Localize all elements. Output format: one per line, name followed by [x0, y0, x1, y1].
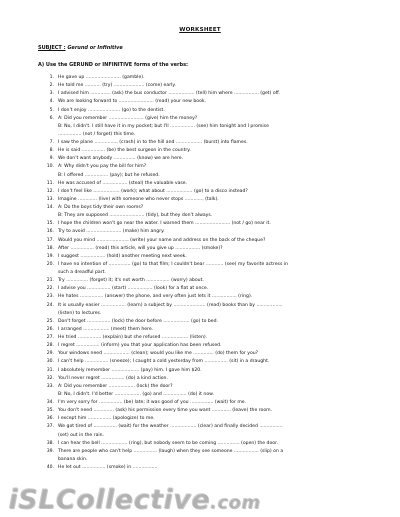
exercise-number: 39. — [46, 448, 54, 454]
exercise-number: 11. — [46, 180, 54, 186]
exercise-line — [38, 131, 376, 139]
exercise-line — [38, 391, 376, 399]
exercise-text: We don't want anybody ............... (know) we are here. — [58, 156, 184, 162]
exercise-number: 29. — [46, 351, 54, 357]
exercise-line — [38, 188, 376, 196]
exercise-text: I absolutely remember ................... (pay) him. I gave him $20. — [58, 367, 202, 373]
exercise-number: 9. — [49, 156, 54, 162]
exercise-number: 30. — [46, 359, 54, 365]
exercise-number — [38, 391, 58, 399]
exercise-number — [38, 432, 58, 440]
exercise-text: It is usually easier ................. (learn) a subject by ...................... (read) books than by .................. — [58, 302, 283, 308]
exercise-line — [38, 342, 376, 350]
exercise-line — [38, 448, 376, 456]
exercise-line — [38, 407, 376, 415]
exercise-number: 34. — [46, 400, 54, 405]
exercise-number: 13. — [46, 196, 54, 202]
exercise-text: Imagine ............. (live) with someone who never stops ............. (talk). — [58, 196, 219, 202]
exercise-text: ................ (not / forget) this time. — [58, 131, 136, 137]
exercise-number: 5. — [49, 107, 54, 113]
exercise-number — [38, 172, 58, 180]
exercise-text: such a dreadful part. — [58, 270, 106, 275]
exercise-text: He was accused of ................. (steal) the valuable vase. — [58, 180, 188, 186]
exercise-line — [38, 172, 376, 180]
exercise-line — [38, 423, 376, 431]
exercise-number: 32. — [46, 375, 54, 381]
exercise-line — [38, 98, 376, 106]
exercise-number: 33. — [46, 383, 54, 389]
exercise-text: We got tired of ................ (wait) for the weather .................. (clear) and finally decided ................ — [58, 424, 283, 430]
exercise-number — [38, 123, 58, 131]
exercise-number: 19. — [46, 253, 54, 259]
exercise-number — [38, 269, 58, 277]
exercise-line — [38, 74, 376, 82]
page-title: WORKSHEET — [179, 27, 221, 33]
exercise-number: 25. — [46, 318, 54, 324]
exercise-line — [38, 415, 376, 423]
exercise-text: B: They are supposed ........................ (tidy), but they don't always. — [58, 213, 213, 219]
exercise-line — [38, 318, 376, 326]
exercise-number: 38. — [46, 440, 54, 446]
subject-value: Gerund or Infinitive — [67, 45, 123, 51]
exercise-number: 2. — [49, 83, 54, 89]
exercise-line — [38, 440, 376, 448]
exercise-line — [38, 204, 376, 212]
exercise-text: I advised him .............. (ask) the bus conductor .................. (tell) him where ................. (get) off. — [58, 91, 281, 97]
exercise-text: He let out ................ (smoke) in ................. — [58, 465, 158, 470]
exercise-line — [38, 375, 376, 383]
exercise-line — [38, 107, 376, 115]
exercise-text: I hope the children won't go near the water. I warned them ........................ (not / go) near it. — [58, 221, 271, 227]
exercise-number: 17. — [46, 237, 54, 243]
exercise-text: I except him ................ (apologize) to me. — [58, 416, 155, 422]
exercise-text: A: Did you remember .................. (lock) the door? — [58, 383, 173, 389]
exercise-text: banana skin. — [58, 456, 88, 462]
exercise-text: I saw the plane ................ (crash) in to the hill and .................. (burst) into flames. — [58, 140, 248, 145]
exercise-text: He is said ................ (be) the best surgeon in the country. — [58, 148, 191, 154]
exercise-line — [38, 82, 376, 90]
exercise-number: 26. — [46, 326, 54, 332]
exercise-number: 24. — [46, 302, 54, 308]
exercise-number: 31. — [46, 367, 54, 373]
exercise-number — [38, 212, 58, 220]
exercise-text: I arranged .................. (meet) them here. — [58, 326, 154, 332]
exercise-line — [38, 139, 376, 147]
exercise-text: You'll never regret ................ (do) a kind action. — [58, 375, 168, 381]
exercise-line — [38, 155, 376, 163]
exercise-line — [38, 261, 376, 269]
exercise-text: (set) out in the rain. — [58, 432, 105, 438]
exercise-text: Try to avoid ........................ (make) him angry. — [58, 229, 165, 235]
exercise-line — [38, 269, 376, 277]
exercise-number: 1. — [49, 75, 54, 80]
exercise-text: I advise you ................ (start) ................. (look) for a flat at once. — [58, 286, 209, 292]
watermark-suffix: .com — [209, 492, 261, 513]
exercise-line — [38, 115, 376, 123]
exercise-line — [38, 350, 376, 358]
exercise-text: Don't forget ................ (lock) the door before .................. (go) to bed. — [58, 318, 218, 324]
exercise-number: 35. — [46, 408, 54, 414]
exercise-number: 7. — [49, 140, 54, 145]
exercise-text: B: No, I didn't. I'd better .................. (go) and ................ (do) it now. — [58, 391, 214, 397]
exercise-line — [38, 245, 376, 253]
exercise-line — [38, 285, 376, 293]
exercise-text: We are looking forward to ........................ (read) your new book. — [58, 99, 207, 105]
exercise-text: He hates ................ (answer) the phone, and very often just lets it ................. (ring). — [58, 294, 253, 300]
subject-line — [38, 45, 123, 51]
exercise-line — [38, 253, 376, 261]
exercise-text: I can hear the bell .................. (ring), but nobody seem to be coming ............... (open) the door. — [58, 440, 279, 446]
exercise-line — [38, 180, 376, 188]
exercise-line — [38, 220, 376, 228]
exercise-number: 21. — [46, 278, 54, 284]
exercise-text: I regret ................ (inform) you that your application has been refused. — [58, 343, 222, 349]
exercise-line — [38, 326, 376, 334]
exercise-line — [38, 367, 376, 375]
exercise-text: A: Why didn't you pay the bill for him? — [58, 164, 147, 170]
exercise-text: Would you mind ...................... (write) your name and address on the back of the cheque? — [58, 237, 266, 243]
exercise-line — [38, 293, 376, 301]
exercise-line — [38, 237, 376, 245]
exercise-line — [38, 212, 376, 220]
exercise-text: I have no intention of ............... (go) to that film; I couldn't bear ............ (see) my favorite actress in — [58, 261, 288, 267]
exercise-number: 40. — [46, 465, 54, 470]
exercise-number: 28. — [46, 343, 54, 349]
exercise-line — [38, 90, 376, 98]
exercise-number: 16. — [46, 229, 54, 235]
exercise-line — [38, 464, 376, 472]
exercise-line — [38, 277, 376, 285]
exercise-text: (listen) to lectures. — [58, 310, 102, 316]
exercise-text: I'm very sorry for ................ (be) late; it was good of you ................ (wait) for me. — [58, 400, 247, 405]
exercise-text: A: Did you remember ........................ (give) him the money? — [58, 115, 198, 121]
exercise-number: 4. — [49, 99, 54, 105]
exercise-line — [38, 123, 376, 131]
exercise-line — [38, 358, 376, 366]
exercise-number: 23. — [46, 294, 54, 300]
exercise-text: B: I offered ................ (pay); but he refused. — [58, 172, 160, 178]
exercise-line — [38, 383, 376, 391]
exercise-line — [38, 310, 376, 318]
exercise-line — [38, 302, 376, 310]
exercise-number: 20. — [46, 261, 54, 267]
exercise-text: Your windows need .................. (clean); would you like me .............. (do) them for you? — [58, 351, 259, 357]
exercise-number — [38, 456, 58, 464]
exercise-instruction: A) Use the GERUND or INFINITIVE forms of the verbs: — [38, 62, 189, 68]
exercise-number: 18. — [46, 245, 54, 251]
exercise-line — [38, 432, 376, 440]
exercise-line — [38, 334, 376, 342]
exercise-text: B: No, I didn't. I still have it in my pocket; but I'll ................. (see) him tonight and I promise — [58, 123, 269, 129]
exercise-text: He tried ................ (explain) but she refused .................. (listen). — [58, 335, 208, 340]
watermark-main: iSLCollective — [8, 484, 210, 515]
exercise-text: After ................ (read) this article, will you give up ................. (smoke)? — [58, 245, 223, 251]
exercise-number: 14. — [46, 205, 54, 210]
exercise-list — [38, 74, 376, 472]
exercise-number: 15. — [46, 221, 54, 227]
exercise-line — [38, 399, 376, 407]
exercise-number: 22. — [46, 286, 54, 292]
exercise-line — [38, 163, 376, 171]
exercise-number — [38, 310, 58, 318]
exercise-number: 10. — [46, 164, 54, 170]
exercise-number: 6. — [49, 115, 54, 121]
exercise-text: Try ............... (forget) it; it's not worth ................ (worry) about. — [58, 278, 204, 284]
exercise-number: 36. — [46, 416, 54, 422]
exercise-text: I don't feel like .................. (work); what about .................. (go) to a disco instead? — [58, 188, 248, 194]
watermark-logo — [8, 484, 260, 515]
exercise-text: There are people who can't help ................ (laugh) when they see someone ................. (slip) on a — [58, 448, 284, 454]
exercise-text: He told me ........... (try) ..................... (come) early. — [58, 83, 176, 89]
exercise-line — [38, 456, 376, 464]
exercise-line — [38, 196, 376, 204]
exercise-number — [38, 131, 58, 139]
exercise-line — [38, 147, 376, 155]
exercise-text: I don't enjoy ...................... (go) to the dentist. — [58, 107, 165, 113]
exercise-number: 27. — [46, 335, 54, 340]
exercise-text: I can't help ................ (sneeze); I caught a cold yesterday from ................ (sit) in a draught. — [58, 359, 270, 365]
exercise-text: You don't need .............. (ask) his permission every time you want ............. (leave) the room. — [58, 408, 273, 414]
exercise-text: I suggest ................. (hold) another meeting next week. — [58, 253, 187, 259]
exercise-number: 37. — [46, 424, 54, 430]
exercise-number: 3. — [49, 91, 54, 97]
exercise-text: He gave up ........................ (gamble). — [58, 75, 145, 80]
exercise-number: 8. — [49, 148, 54, 154]
exercise-line — [38, 228, 376, 236]
exercise-text: A: Do the boys tidy their own rooms? — [58, 205, 144, 210]
subject-label: SUBJECT : — [38, 45, 66, 51]
exercise-number: 12. — [46, 188, 54, 194]
